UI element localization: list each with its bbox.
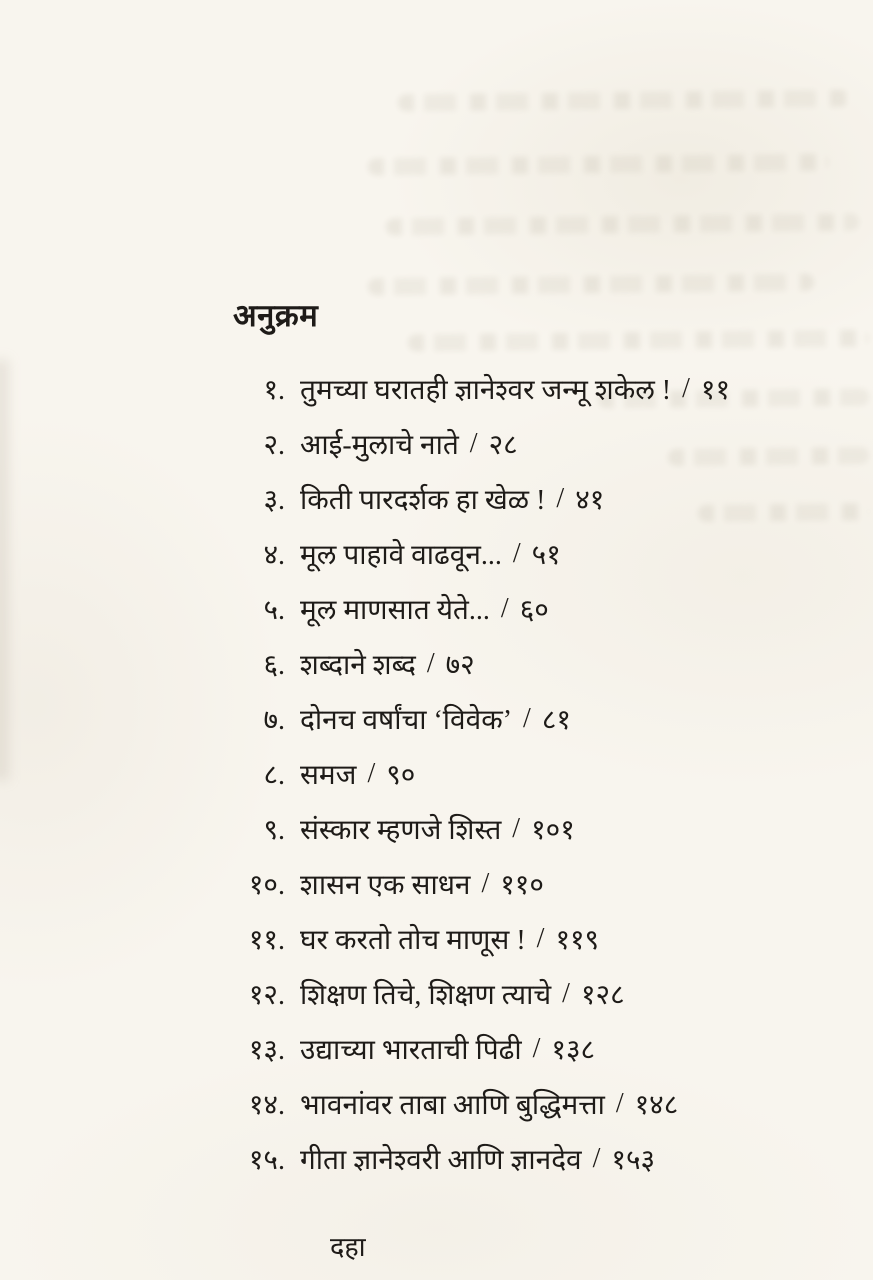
toc-item [0, 856, 873, 911]
folio-page-word: दहा [330, 1232, 366, 1262]
toc-item [0, 966, 873, 1021]
toc-item-title: संस्कार म्हणजे शिस्त [300, 814, 502, 846]
toc-item [0, 1021, 873, 1076]
toc-item-number: १५. [248, 1144, 285, 1176]
toc-item-title: भावनांवर ताबा आणि बुद्धिमत्ता [300, 1089, 605, 1121]
toc-item-title: गीता ज्ञानेश्वरी आणि ज्ञानदेव [300, 1144, 582, 1176]
table-of-contents [0, 361, 873, 1186]
toc-separator: / [562, 977, 570, 1009]
toc-item-number: ११. [248, 924, 285, 956]
toc-item-page: ११० [500, 869, 544, 901]
toc-separator: / [512, 537, 521, 569]
toc-item [0, 416, 873, 471]
toc-separator: / [592, 1142, 601, 1174]
toc-item [0, 1076, 873, 1131]
toc-item-number: ८. [263, 759, 285, 791]
toc-item-page: १३८ [551, 1034, 596, 1066]
toc-item-number: ७. [263, 704, 285, 736]
toc-item-title: दोनच वर्षांचा ‘विवेक’ [300, 704, 513, 736]
toc-separator: / [682, 372, 690, 404]
bleed-through-line [368, 154, 829, 176]
toc-item-number: १०. [248, 869, 285, 901]
toc-separator: / [532, 1032, 541, 1064]
toc-item [0, 1131, 873, 1186]
toc-item-title: शासन एक साधन [300, 869, 471, 901]
toc-separator: / [523, 702, 531, 734]
bleed-through-line [386, 214, 859, 236]
toc-item-number: १२. [248, 979, 285, 1011]
toc-item-title: शिक्षण तिचे, शिक्षण त्याचे [300, 979, 552, 1011]
toc-item-title: घर करतो तोच माणूस ! [300, 924, 526, 956]
toc-item-number: ४. [263, 539, 285, 571]
toc-item [0, 636, 873, 691]
bleed-through-line [408, 330, 869, 352]
toc-item-title: तुमच्या घरातही ज्ञानेश्वर जन्मू शकेल ! [300, 374, 672, 406]
toc-separator: / [556, 482, 565, 514]
toc-item-number: १३. [248, 1034, 285, 1066]
toc-item-page: १४८ [634, 1089, 679, 1121]
toc-item-number: १४. [248, 1089, 285, 1121]
toc-separator: / [426, 647, 435, 679]
toc-item [0, 471, 873, 526]
toc-separator: / [367, 757, 376, 789]
toc-separator: / [615, 1087, 624, 1119]
toc-item-number: ३. [263, 484, 285, 516]
toc-item-page: ७२ [445, 649, 475, 681]
toc-item-page: ८१ [541, 704, 571, 736]
toc-item-page: १२८ [580, 979, 625, 1011]
toc-item-page: ९० [386, 759, 416, 791]
toc-item-title: समज [300, 759, 357, 791]
toc-separator: / [536, 922, 545, 954]
toc-item [0, 801, 873, 856]
toc-item-page: १५३ [611, 1144, 656, 1176]
toc-item-number: १. [263, 374, 285, 406]
bleed-through-line [398, 90, 849, 112]
toc-item-title: मूल पाहावे वाढवून... [300, 539, 502, 571]
toc-separator: / [512, 812, 521, 844]
toc-item-page: १०१ [531, 814, 575, 846]
toc-item-page: ५१ [531, 539, 561, 571]
toc-item-number: २. [263, 429, 285, 461]
toc-item-title: मूल माणसात येते... [300, 594, 490, 626]
toc-item-title: आई-मुलाचे नाते [300, 429, 459, 461]
toc-separator: / [481, 867, 490, 899]
toc-item-page: ११९ [555, 924, 600, 956]
toc-item [0, 746, 873, 801]
toc-item-page: २८ [488, 429, 518, 461]
toc-separator: / [500, 592, 509, 624]
toc-item-title: उद्याच्या भारताची पिढी [300, 1034, 522, 1066]
toc-item [0, 691, 873, 746]
toc-separator: / [469, 427, 478, 459]
toc-item-page: ६० [519, 594, 549, 626]
toc-item-page: ४१ [575, 484, 605, 516]
toc-item-number: ५. [263, 594, 285, 626]
toc-item-title: किती पारदर्शक हा खेळ ! [300, 484, 546, 516]
toc-item [0, 911, 873, 966]
toc-item-title: शब्दाने शब्द [300, 649, 416, 681]
toc-item-number: ६. [263, 649, 285, 681]
contents-heading: अनुक्रम [233, 298, 319, 333]
toc-item-number: ९. [263, 814, 285, 846]
toc-item [0, 526, 873, 581]
toc-item-page: ११ [700, 374, 731, 406]
toc-item [0, 361, 873, 416]
bleed-through-line [368, 274, 814, 296]
toc-item [0, 581, 873, 636]
